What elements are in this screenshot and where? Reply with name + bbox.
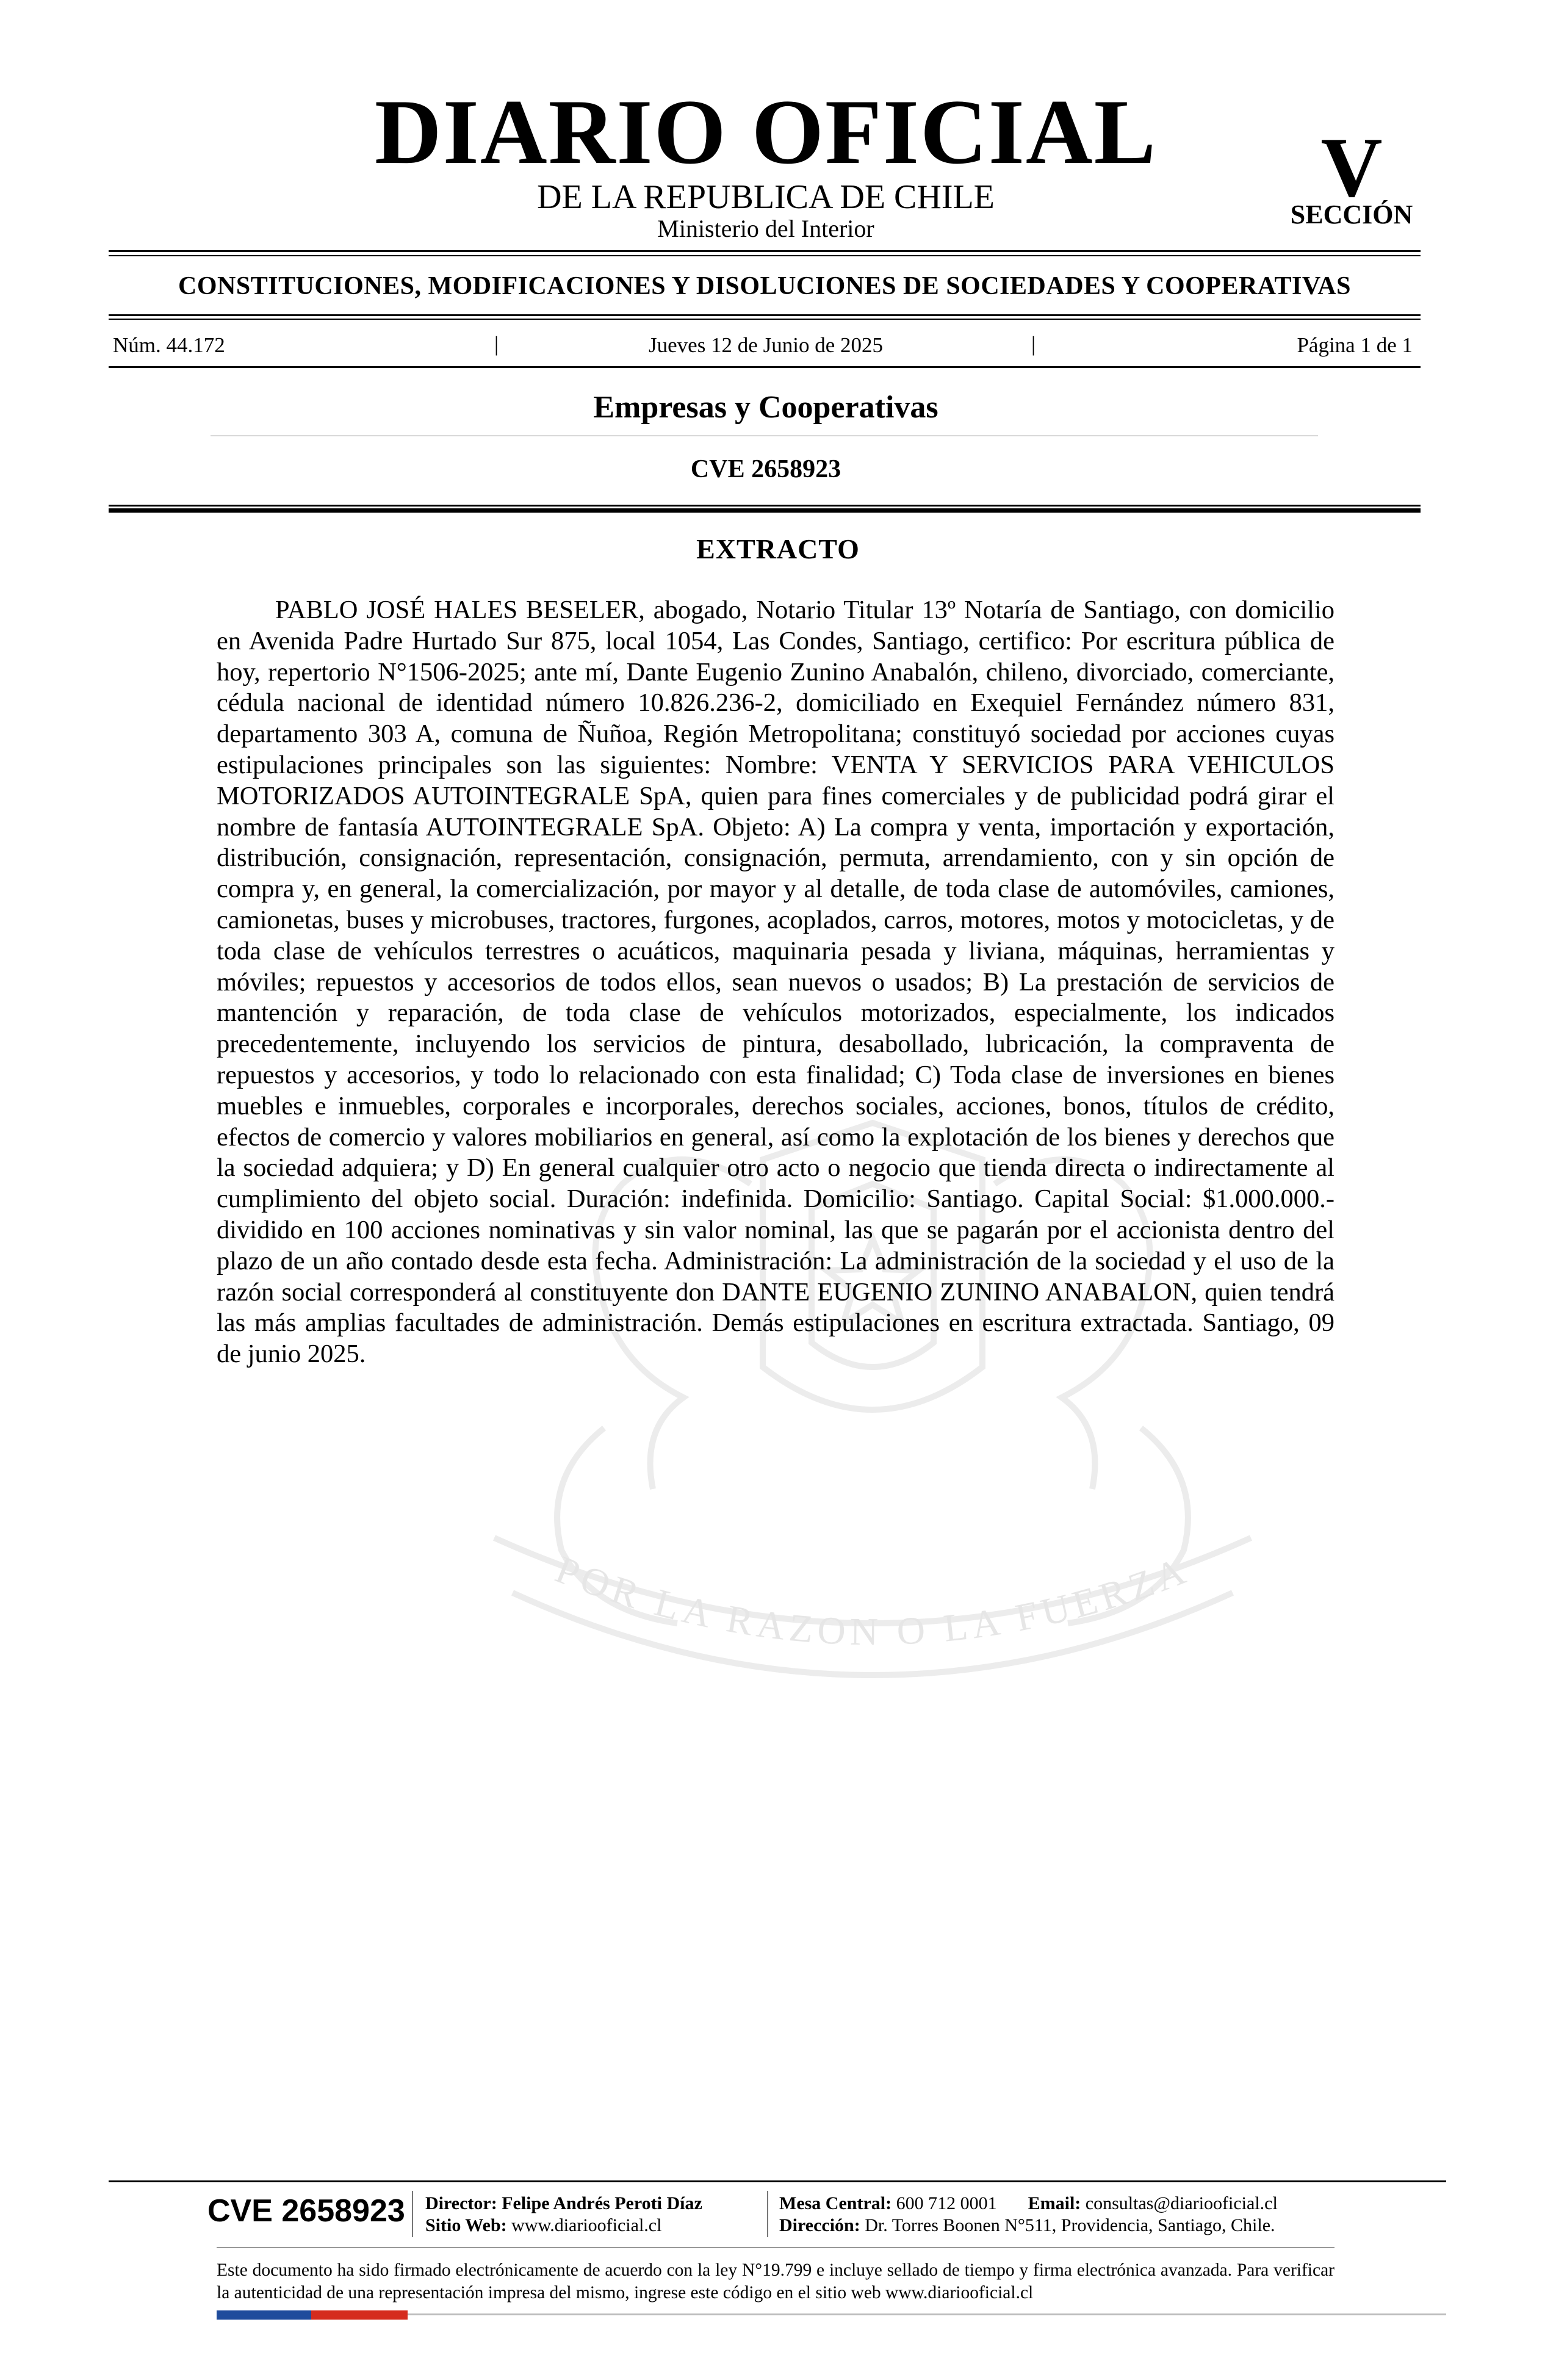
section-heading: Empresas y Cooperativas bbox=[593, 390, 938, 425]
address-label: Dirección: bbox=[779, 2215, 860, 2235]
page-indicator: Página 1 de 1 bbox=[1297, 333, 1413, 357]
footer-divider bbox=[412, 2191, 413, 2237]
flag-stripe-blue bbox=[217, 2310, 311, 2320]
watermark-motto: POR LA RAZON O LA FUERZA bbox=[550, 1547, 1195, 1654]
footer-divider-line bbox=[217, 2247, 1334, 2248]
header-rule bbox=[109, 255, 1421, 256]
website-link[interactable]: www.diariooficial.cl bbox=[511, 2215, 662, 2235]
heading-divider bbox=[211, 435, 1318, 436]
director-info bbox=[425, 2194, 702, 2213]
cve-rule bbox=[109, 508, 1421, 513]
address-info bbox=[779, 2216, 1275, 2235]
document-title: EXTRACTO bbox=[696, 533, 860, 564]
body-paragraph: PABLO JOSÉ HALES BESELER, abogado, Notario Titular 13º Notaría de Santiago, con domicilio en Avenida Padre Hurtado Sur 875, local 1054, Las Condes, Santiago, certifico: Por escritura pública de hoy, repertorio N°1506-2025; ante mí, Dante Eugenio Zunino Anabalón, chileno, divorciado, comerciante, cédula nacional de identidad número 10.826.236-2, domiciliado en Exequiel Fernández número 831, departamento 303 A, comuna de Ñuñoa, Región Metropolitana; constituyó sociedad por acciones cuyas estipulaciones principales son las siguientes: Nombre: VENTA Y SERVICIOS PARA VEHICULOS MOTORIZADOS AUTOINTEGRALE SpA, quien para fines comerciales y de publicidad podrá girar el nombre de fantasía AUTOINTEGRALE SpA. Objeto: A) La compra y venta, importación y exportación, distribución, consignación, representación, consignación, permuta, arrendamiento, con y sin opción de compra y, en general, la comercialización, por mayor y al detalle, de toda clase de automóviles, camiones, camionetas, buses y microbuses, tractores, furgones, acoplados, carros, motores, motos y motocicletas, y de toda clase de vehículos terrestres o acuáticos, maquinaria pesada y liviana, máquinas, herramientas y móviles; repuestos y accesorios de todos ellos, sean nuevos o usados; B) La prestación de servicios de mantención y reparación, de toda clase de vehículos motorizados, especialmente, los indicados precedentemente, incluyendo los servicios de pintura, desabollado, lubricación, la compraventa de repuestos y accesorios, y todo lo relacionado con esta finalidad; C) Toda clase de inversiones en bienes muebles e inmuebles, corporales e incorporales, derechos sociales, acciones, bonos, títulos de crédito, efectos de comercio y valores mobiliarios en general, así como la explotación de los bienes y derechos que la sociedad adquiera; y D) En general cualquier otro acto o negocio que tienda directa o indirectamente al cumplimiento del objeto social. Duración: indefinida. Domicilio: Santiago. Capital Social: $1.000.000.- dividido en 100 acciones nominativas y sin valor nominal, las que se pagarán por el accionista dentro del plazo de un año contado desde esta fecha. Administración: La administración de la sociedad y el uso de la razón social corresponderá al constituyente don DANTE EUGENIO ZUNINO ANABALON, quien tendrá las más amplias facultades de administración. Demás estipulaciones en escritura extractada. Santiago, 09 de junio 2025. bbox=[217, 596, 1334, 1369]
category-heading: CONSTITUCIONES, MODIFICACIONES Y DISOLUCIONES DE SOCIEDADES Y COOPERATIVAS bbox=[178, 272, 1351, 300]
issue-rule bbox=[109, 366, 1421, 368]
address-value: Dr. Torres Boonen N°511, Providencia, Santiago, Chile. bbox=[865, 2215, 1275, 2235]
footer-cve-code: CVE 2658923 bbox=[207, 2193, 405, 2229]
issue-date: Jueves 12 de Junio de 2025 bbox=[649, 333, 883, 357]
issue-separator: | bbox=[494, 332, 499, 356]
contact-info bbox=[779, 2194, 1278, 2213]
footer-divider bbox=[767, 2191, 768, 2237]
director-label: Director: bbox=[425, 2193, 497, 2213]
section-label: SECCIÓN bbox=[1290, 200, 1413, 229]
header-rule bbox=[109, 314, 1421, 316]
cve-rule bbox=[109, 505, 1421, 507]
newspaper-title: DIARIO OFICIAL bbox=[374, 81, 1158, 183]
website-label: Sitio Web: bbox=[425, 2215, 507, 2235]
phone-label: Mesa Central: bbox=[779, 2193, 892, 2213]
issue-number: Núm. 44.172 bbox=[113, 333, 225, 357]
section-numeral: V bbox=[1320, 120, 1383, 215]
footer-rule bbox=[109, 2180, 1446, 2182]
signature-disclaimer: Este documento ha sido firmado electrónicamente de acuerdo con la ley N°19.799 e incluye sellado de tiempo y firma electrónica avanzada. Para verificar la autenticidad de una representación impresa del mismo, ingrese este código en el sitio web www.diariooficial.cl bbox=[217, 2260, 1334, 2302]
email-label: Email: bbox=[1028, 2193, 1081, 2213]
cve-code: CVE 2658923 bbox=[690, 455, 841, 483]
header-rule bbox=[109, 319, 1421, 320]
flag-stripe-red bbox=[311, 2310, 408, 2320]
issue-separator: | bbox=[1031, 332, 1036, 356]
website-info bbox=[425, 2216, 661, 2235]
newspaper-subtitle: DE LA REPUBLICA DE CHILE bbox=[537, 178, 995, 216]
ministry-label: Ministerio del Interior bbox=[657, 215, 874, 242]
email-link[interactable]: consultas@diariooficial.cl bbox=[1085, 2193, 1278, 2213]
director-name: Felipe Andrés Peroti Díaz bbox=[502, 2193, 702, 2213]
phone-number: 600 712 0001 bbox=[896, 2193, 997, 2213]
footer-bottom-rule bbox=[408, 2313, 1446, 2315]
header-rule bbox=[109, 250, 1421, 252]
